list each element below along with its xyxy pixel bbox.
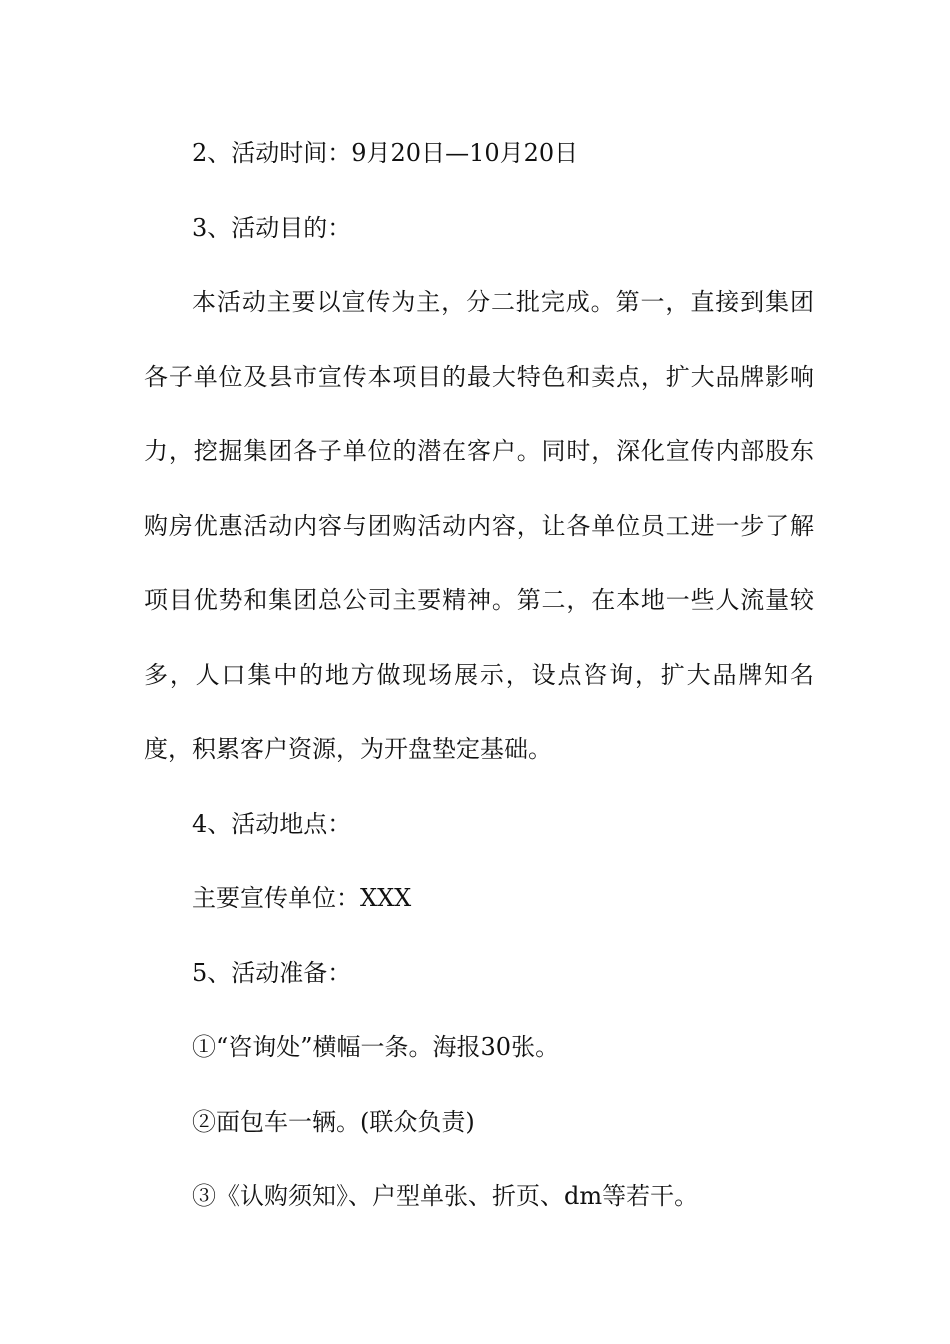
activity-location-heading: 4、活动地点：: [192, 809, 352, 838]
promotion-unit-line: 主要宣传单位：XXX: [192, 884, 412, 912]
activity-purpose-heading: 3、活动目的：: [192, 213, 352, 242]
activity-preparation-heading: 5、活动准备：: [192, 958, 352, 987]
activity-time-heading: 2、活动时间：9月20日—10月20日: [192, 139, 579, 167]
preparation-item-2: ②面包车一辆。(联众负责): [192, 1107, 475, 1136]
preparation-item-1: ①“咨询处”横幅一条。海报30张。: [192, 1033, 560, 1061]
document-body: [144, 116, 814, 1234]
preparation-item-3: ③《认购须知》、户型单张、折页、dm等若干。: [192, 1182, 699, 1210]
activity-purpose-body: 本活动主要以宣传为主，分二批完成。第一，直接到集团各子单位及县市宣传本项目的最大特色和卖点，扩大品牌影响力，挖掘集团各子单位的潜在客户。同时，深化宣传内部股东购房优惠活动内容与团购活动内容，让各单位员工进一步了解项目优势和集团总公司主要精神。第二，在本地一些人流量较多，人口集中的地方做现场展示，设点咨询，扩大品牌知名度，积累客户资源，为开盘垫定基础。: [144, 288, 814, 763]
